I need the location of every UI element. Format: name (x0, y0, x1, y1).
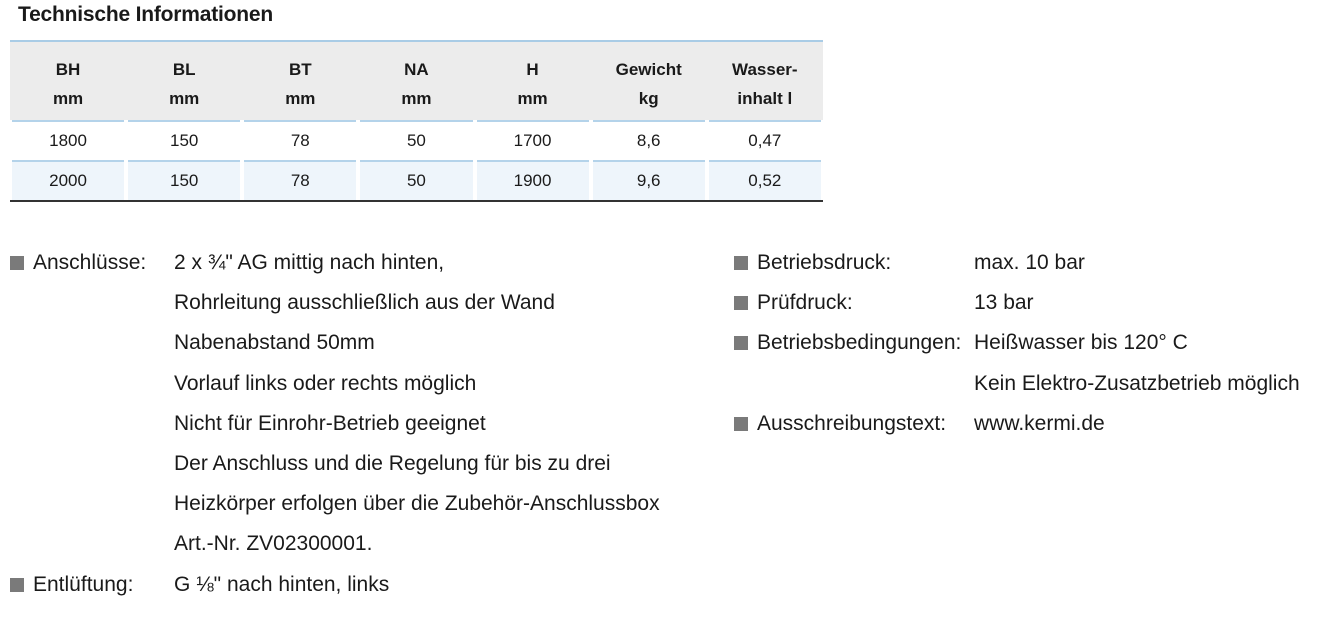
spec-value: 13 bar (974, 291, 1034, 315)
table-cell: 1900 (477, 160, 589, 200)
table-cell: 50 (360, 120, 472, 160)
spec-item-betriebsbedingungen (734, 323, 1300, 403)
table-row (10, 160, 823, 200)
column-header-bt: BT mm (285, 60, 316, 108)
column-header-h: H mm (517, 60, 548, 108)
spec-table (10, 40, 823, 202)
connection-specs (10, 243, 660, 605)
spec-value: Heißwasser bis 120° C Kein Elektro-Zusatzbetrieb möglich (974, 331, 1300, 395)
table-cell: 150 (128, 160, 240, 200)
column-header-wasserinhalt: Wasser- inhalt l (732, 60, 798, 108)
table-bottom-rule (10, 200, 823, 202)
square-bullet-icon (734, 256, 748, 270)
square-bullet-icon (10, 578, 24, 592)
spec-value: 2 x ¾" AG mittig nach hinten, Rohrleitung ausschließlich aus der Wand Nabenabstand 50mm Vorlauf links oder rechts möglich Nicht für Einrohr-Betrieb geeignet Der Anschluss und die Regelung für bis zu drei Heizkörper erfolgen über die Zubehör-Anschlussbox Art.-Nr. ZV02300001. (174, 251, 660, 556)
page-title: Technische Informationen (18, 3, 274, 26)
column-header-bl: BL mm (169, 60, 200, 108)
table-cell: 50 (360, 160, 472, 200)
table-row (10, 120, 823, 160)
table-cell: 78 (244, 160, 356, 200)
table-cell: 1700 (477, 120, 589, 160)
column-header-na: NA mm (401, 60, 432, 108)
column-header-gewicht: Gewicht kg (615, 60, 682, 108)
spec-item-anschluesse (10, 243, 660, 565)
spec-item-betriebsdruck (734, 243, 1300, 283)
square-bullet-icon (734, 417, 748, 431)
spec-item-ausschreibungstext (734, 404, 1300, 444)
spec-label: Anschlüsse: (33, 251, 147, 274)
table-cell: 0,47 (709, 120, 821, 160)
column-header-bh: BH mm (52, 60, 84, 108)
spec-label: Entlüftung: (33, 572, 134, 596)
spec-label: Ausschreibungstext: (757, 411, 947, 435)
table-cell: 8,6 (593, 120, 705, 160)
table-cell: 1800 (12, 120, 124, 160)
square-bullet-icon (734, 296, 748, 310)
square-bullet-icon (734, 336, 748, 350)
spec-value: max. 10 bar (974, 251, 1085, 274)
spec-value: www.kermi.de (974, 411, 1105, 435)
spec-value: G ⅛" nach hinten, links (174, 572, 390, 596)
spec-item-pruefdruck (734, 283, 1300, 323)
table-cell: 78 (244, 120, 356, 160)
square-bullet-icon (10, 256, 24, 270)
table-header (10, 40, 823, 120)
spec-item-entlueftung (10, 565, 660, 605)
table-cell: 0,52 (709, 160, 821, 200)
operating-specs (734, 243, 1300, 444)
spec-label: Betriebsdruck: (757, 251, 892, 274)
spec-label: Betriebsbedingungen: (757, 331, 962, 355)
table-cell: 150 (128, 120, 240, 160)
spec-label: Prüfdruck: (757, 291, 853, 315)
table-cell: 9,6 (593, 160, 705, 200)
table-cell: 2000 (12, 160, 124, 200)
